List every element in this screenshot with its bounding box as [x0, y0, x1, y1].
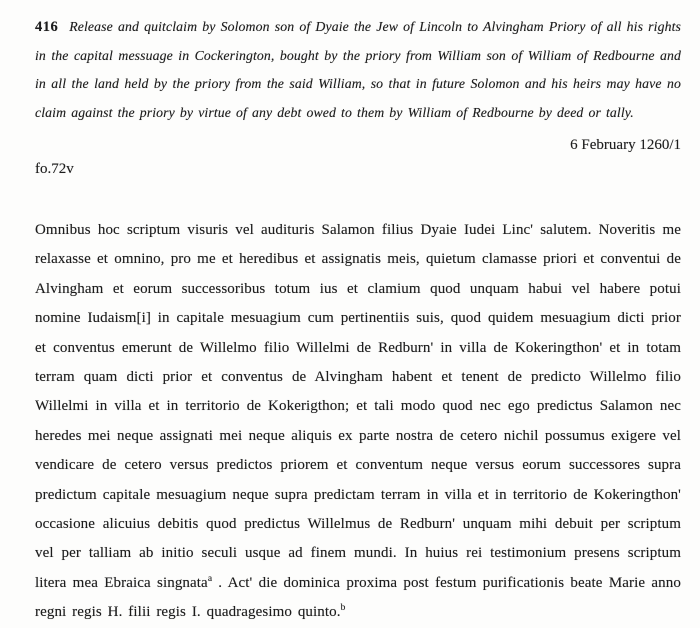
charter-text-part2: . Act' die dominica proxima post festum purificationis beate Marie anno regni regis H. filii regis I. quadragesimo quinto.: [35, 574, 681, 621]
entry-number: 416: [35, 19, 59, 35]
entry-summary-text: Release and quitclaim by Solomon son of Dyaie the Jew of Lincoln to Alvingham Priory of all his rights in the capital messuage in Cockerington, bought by the priory from William son of William of Redbourne and in all the land held by the priory from the said William, so that in future Solomon and his heirs may have no claim against the priory by virtue of any debt owed to them by William of Redbourne by deed or tally.: [35, 19, 681, 120]
footnote-marker-a: a: [207, 573, 213, 584]
folio-reference: fo.72v: [35, 161, 74, 177]
footnote-marker-b: b: [340, 603, 346, 614]
charter-text-part1: Omnibus hoc scriptum visuris vel audituris Salamon filius Dyaie Iudei Linc' salutem. Noveritis me relaxasse et omnino, pro me et heredibus et assignatis meis, quietum clamasse priori et conventui de Alvingham et eorum successoribus totum ius et clamium quod unquam habui vel habere potui nomine Iudaism[i] in capitale mesuagium cum pertinentiis suis, quod quidem mesuagium dicti prior et conventus emerunt de Willelmo filio Willelmi de Redburn' in villa de Kokeringthon' et in totam terram quam dicti prior et conventus de Alvingham habent et tenent de predicto Willelmo filio Willelmi in villa et in territorio de Kokerigthon; et tali modo quod nec ego predictus Salamon nec heredes mei neque assignati mei neque aliquis ex parte nostra de cetero nichil possumus exigere vel vendicare de cetero versus predictos priorem et conventum neque versus eorum successores supra predictum capitale mesuagium neque supra predictam terram in villa et in territorio de Kokeringthon' occasione alicuius debitis quod predictus Willelmus de Redburn' unquam mihi debuit per scriptum vel per talliam ab initio seculi usque ad finem mundi. In huius rei testimonium presens scriptum litera mea Ebraica singnata: [35, 222, 681, 591]
entry-summary: [35, 13, 681, 127]
entry-date: 6 February 1260/1: [570, 137, 681, 153]
charter-text: [35, 216, 681, 628]
